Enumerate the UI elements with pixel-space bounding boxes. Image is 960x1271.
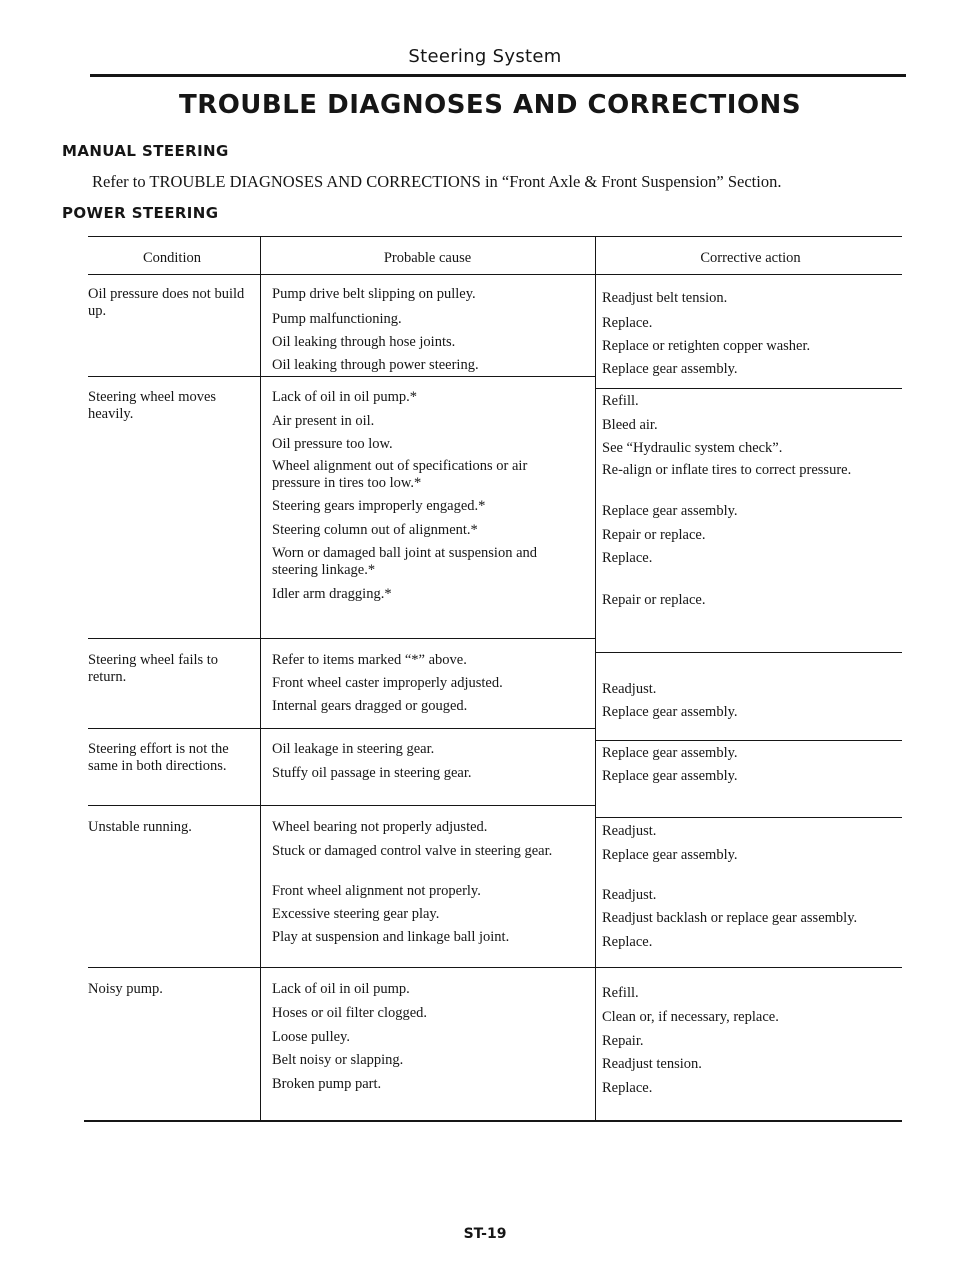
action-cell: Refill. bbox=[602, 393, 639, 409]
cause-cell: Idler arm dragging.* bbox=[272, 586, 392, 602]
action-cell: Replace. bbox=[602, 934, 653, 950]
table-bottom-rule bbox=[84, 1120, 902, 1122]
cause-cell: Broken pump part. bbox=[272, 1076, 382, 1092]
action-cell: Readjust. bbox=[602, 887, 657, 903]
action-cell: Replace gear assembly. bbox=[602, 361, 738, 377]
action-cell: Clean or, if necessary, replace. bbox=[602, 1009, 779, 1025]
action-cell: Replace. bbox=[602, 550, 653, 566]
condition-cell: Steering wheel moves heavily. bbox=[88, 389, 217, 422]
condition-cell: Unstable running. bbox=[88, 819, 192, 835]
row-divider bbox=[88, 376, 595, 377]
action-cell: Replace gear assembly. bbox=[602, 704, 738, 720]
action-cell: Re-align or inflate tires to correct pressure. bbox=[602, 462, 852, 478]
action-cell: Repair or replace. bbox=[602, 592, 706, 608]
cause-cell: Stuffy oil passage in steering gear. bbox=[272, 765, 472, 781]
action-cell: Readjust backlash or replace gear assembly. bbox=[602, 910, 858, 926]
cause-cell: Steering gears improperly engaged.* bbox=[272, 498, 486, 514]
cause-cell: Lack of oil in oil pump. bbox=[272, 981, 410, 997]
manual-steering-reference: Refer to TROUBLE DIAGNOSES AND CORRECTIONS in “Front Axle & Front Suspension” Section. bbox=[92, 172, 782, 191]
action-cell: Refill. bbox=[602, 985, 639, 1001]
column-divider bbox=[595, 236, 596, 1122]
header-rule bbox=[90, 74, 906, 77]
action-cell: Repair. bbox=[602, 1033, 644, 1049]
row-divider bbox=[595, 740, 902, 741]
action-cell: Replace. bbox=[602, 1080, 653, 1096]
action-cell: Replace gear assembly. bbox=[602, 503, 738, 519]
manual-steering-heading: MANUAL STEERING bbox=[62, 142, 229, 160]
row-divider bbox=[595, 817, 902, 818]
cause-cell: Loose pulley. bbox=[272, 1029, 350, 1045]
cause-cell: Oil leakage in steering gear. bbox=[272, 741, 435, 757]
action-cell: Readjust belt tension. bbox=[602, 290, 728, 306]
column-divider bbox=[260, 236, 261, 1122]
condition-cell: Noisy pump. bbox=[88, 981, 163, 997]
cause-cell: Worn or damaged ball joint at suspension and steering linkage.* bbox=[272, 545, 538, 578]
action-cell: Bleed air. bbox=[602, 417, 658, 433]
cause-cell: Oil leaking through hose joints. bbox=[272, 334, 456, 350]
cause-cell: Play at suspension and linkage ball joint. bbox=[272, 929, 510, 945]
cause-cell: Hoses or oil filter clogged. bbox=[272, 1005, 428, 1021]
cause-cell: Wheel alignment out of specifications or air pressure in tires too low.* bbox=[272, 458, 528, 491]
action-cell: Readjust. bbox=[602, 823, 657, 839]
page-title: TROUBLE DIAGNOSES AND CORRECTIONS bbox=[178, 90, 802, 120]
table-top-rule bbox=[88, 236, 902, 237]
row-divider bbox=[88, 805, 595, 806]
cause-cell: Wheel bearing not properly adjusted. bbox=[272, 819, 488, 835]
row-divider bbox=[88, 967, 595, 968]
action-cell: Replace gear assembly. bbox=[602, 745, 738, 761]
condition-cell: Steering wheel fails to return. bbox=[88, 652, 219, 685]
column-header-condition: Condition bbox=[142, 250, 201, 266]
row-divider bbox=[595, 967, 902, 968]
column-header-action: Corrective action bbox=[700, 250, 801, 266]
action-cell: Readjust. bbox=[602, 681, 657, 697]
row-divider bbox=[88, 728, 595, 729]
row-divider bbox=[595, 388, 902, 389]
cause-cell: Belt noisy or slapping. bbox=[272, 1052, 404, 1068]
power-steering-heading: POWER STEERING bbox=[62, 204, 219, 222]
action-cell: See “Hydraulic system check”. bbox=[602, 440, 783, 456]
cause-cell: Steering column out of alignment.* bbox=[272, 522, 478, 538]
action-cell: Replace gear assembly. bbox=[602, 768, 738, 784]
condition-cell: Oil pressure does not build up. bbox=[88, 286, 245, 319]
cause-cell: Excessive steering gear play. bbox=[272, 906, 440, 922]
cause-cell: Oil leaking through power steering. bbox=[272, 357, 479, 373]
header-divider bbox=[88, 274, 902, 275]
cause-cell: Front wheel alignment not properly. bbox=[272, 883, 481, 899]
action-cell: Replace gear assembly. bbox=[602, 847, 738, 863]
cause-cell: Internal gears dragged or gouged. bbox=[272, 698, 468, 714]
row-divider bbox=[88, 638, 595, 639]
cause-cell: Oil pressure too low. bbox=[272, 436, 393, 452]
running-header: Steering System bbox=[408, 46, 562, 67]
page-number: ST-19 bbox=[463, 1226, 507, 1242]
cause-cell: Stuck or damaged control valve in steering gear. bbox=[272, 843, 553, 859]
condition-cell: Steering effort is not the same in both directions. bbox=[88, 741, 229, 774]
trouble-table bbox=[84, 236, 906, 1122]
action-cell: Replace. bbox=[602, 315, 653, 331]
action-cell: Replace or retighten copper washer. bbox=[602, 338, 811, 354]
cause-cell: Refer to items marked “*” above. bbox=[272, 652, 467, 668]
cause-cell: Lack of oil in oil pump.* bbox=[272, 389, 417, 405]
cause-cell: Pump malfunctioning. bbox=[272, 311, 402, 327]
cause-cell: Pump drive belt slipping on pulley. bbox=[272, 286, 476, 302]
cause-cell: Front wheel caster improperly adjusted. bbox=[272, 675, 503, 691]
cause-cell: Air present in oil. bbox=[272, 413, 375, 429]
action-cell: Readjust tension. bbox=[602, 1056, 702, 1072]
action-cell: Repair or replace. bbox=[602, 527, 706, 543]
row-divider bbox=[595, 652, 902, 653]
column-header-cause: Probable cause bbox=[383, 250, 472, 266]
